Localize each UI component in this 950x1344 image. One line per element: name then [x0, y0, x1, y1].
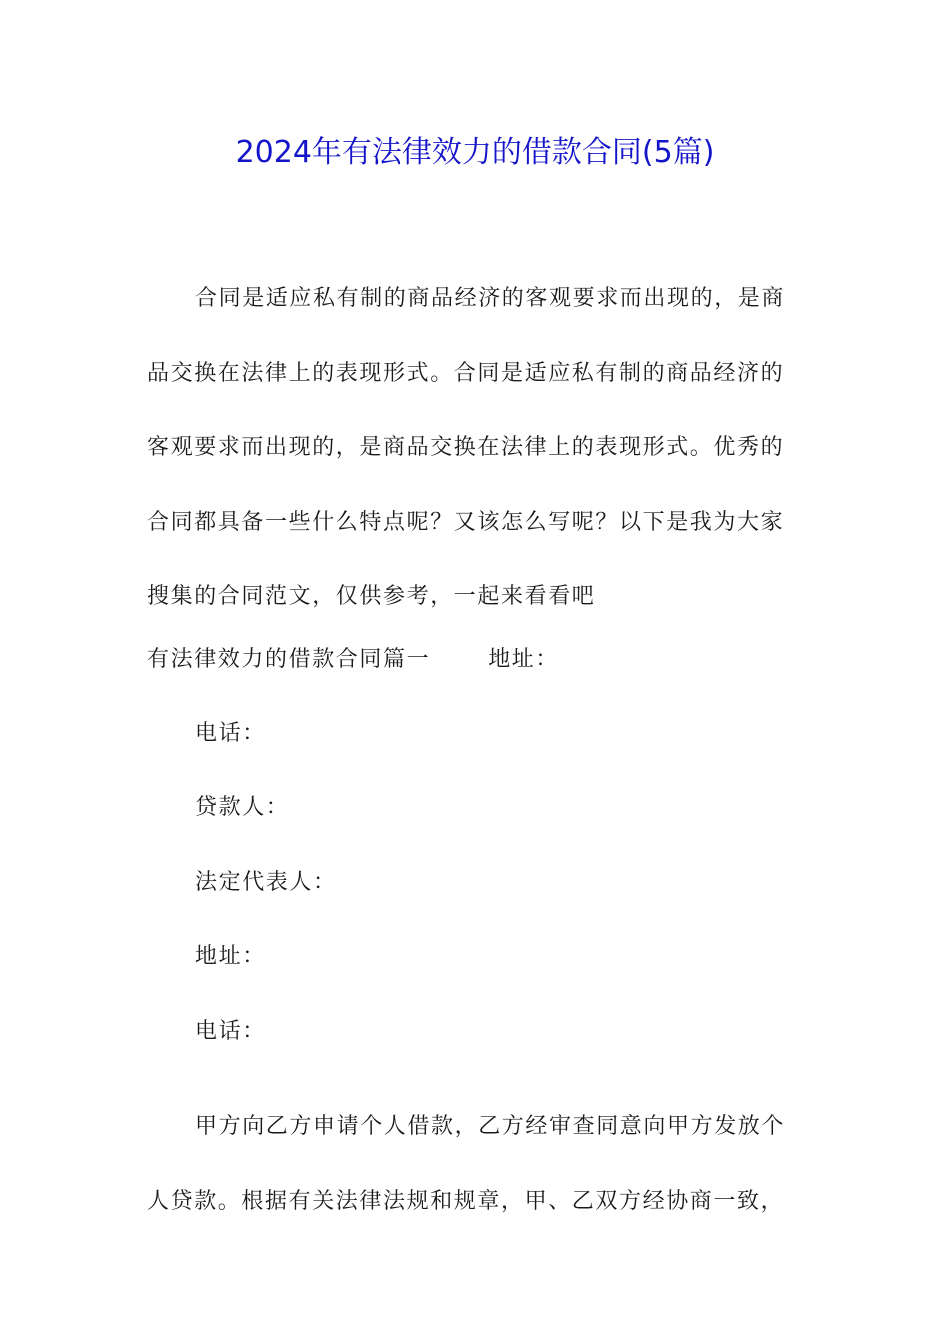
heading-address-field: 地址：: [488, 647, 560, 672]
section-heading: 有法律效力的借款合同篇一: [147, 647, 431, 672]
body-paragraph: 甲方向乙方申请个人借款，乙方经审查同意向甲方发放个人贷款。根据有关法律法规和规章，甲、乙双方经协商一致，: [147, 1114, 786, 1214]
phone-field-2: 电话：: [195, 1019, 266, 1044]
document-title: 2024年有法律效力的借款合同(5篇): [235, 135, 715, 170]
intro-paragraph: 合同是适应私有制的商品经济的客观要求而出现的，是商品交换在法律上的表现形式。合同是适应私有制的商品经济的客观要求而出现的，是商品交换在法律上的表现形式。优秀的合同都具备一些什么特点呢？又该怎么写呢？以下是我为大家搜集的合同范文，仅供参考，一起来看看吧: [147, 286, 786, 609]
section-heading-line: [147, 640, 807, 680]
legal-representative-field: 法定代表人：: [195, 870, 337, 895]
phone-field-1: 电话：: [195, 721, 266, 746]
lender-field: 贷款人：: [195, 795, 290, 820]
address-field: 地址：: [195, 944, 266, 969]
